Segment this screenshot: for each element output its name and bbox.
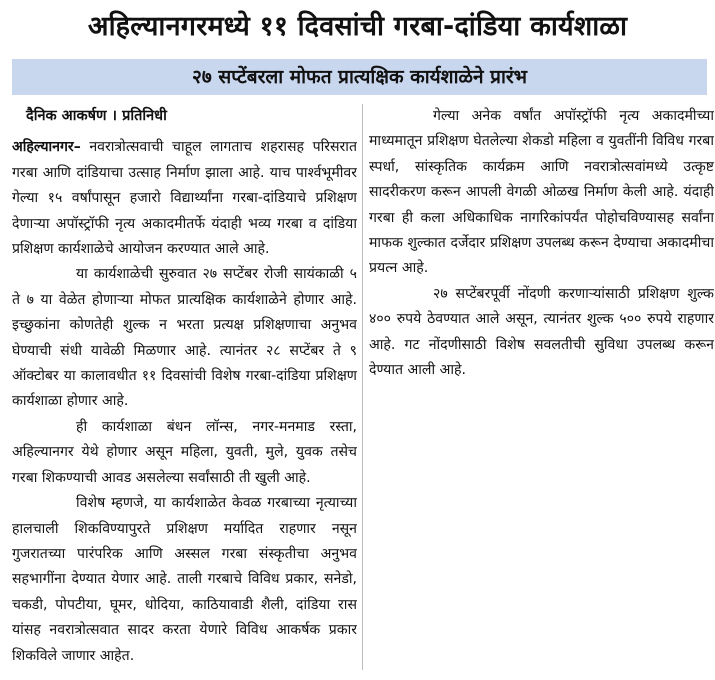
paragraph-intro [12,135,357,262]
headline: अहिल्यानगरमध्ये ११ दिवसांची गरबा-दांडिया कार्यशाळा [87,11,628,42]
column-left [12,104,357,674]
paragraph-styles: विशेष म्हणजे, या कार्यशाळेत केवळ गरबाच्या नृत्याच्या हालचाली शिकविण्यापुरते प्रशिक्षण मर्यादित राहणार नसून गुजरातच्या पारंपरिक आणि अस्सल गरबा संस्कृतीचा अनुभव सहभागींना देण्यात येणार आहे. ताली गरबाचे विविध प्रकार, सनेडो, चकडी, पोपटीया, घूमर, धोदिया, काठियावाडी शैली, दांडिया रास यांसह नवरात्रोत्सवात सादर करता येणारे विविध आकर्षक प्रकार शिकविले जाणार आहेत. [12,495,357,664]
column-right [369,104,714,674]
dateline: अहिल्यानगर– [12,139,81,156]
paragraph-1-text: नवरात्रोत्सवाची चाहूल लागताच शहरासह परिसरात गरबा आणि दांडियाचा उत्साह निर्माण झाला आहे. याच पार्श्वभूमीवर गेल्या १५ वर्षांपासून हजारो विद्यार्थ्यांना गरबा-दांडियाचे प्रशिक्षण देणाऱ्या अपॉस्ट्रॉफी नृत्य अकादमीतर्फे यंदाही भव्य गरबा व दांडिया प्रशिक्षण कार्यशाळेचे आयोजन करण्यात आले आहे. [12,139,357,258]
paragraph-achievements: गेल्या अनेक वर्षांत अपॉस्ट्रॉफी नृत्य अकादमीच्या माध्यमातून प्रशिक्षण घेतलेल्या शेकडो महिला व युवतींनी विविध गरबा स्पर्धा, सांस्कृतिक कार्यक्रम आणि नवरात्रोत्सवांमध्ये उत्कृष्ट सादरीकरण करून आपली वेगळी ओळख निर्माण केली आहे. यंदाही गरबा ही कला अधिकाधिक नागरिकांपर्यंत पोहोचविण्यासह सर्वांना माफक शुल्कात दर्जेदार प्रशिक्षण उपलब्ध करून देण्याचा अकादमीचा प्रयत्न आहे. [369,108,714,277]
subheadline-banner: २७ सप्टेंबरला मोफत प्रात्यक्षिक कार्यशाळेने प्रारंभ [12,59,707,95]
paragraph-schedule: या कार्यशाळेची सुरुवात २७ सप्टेंबर रोजी सायंकाळी ५ ते ७ या वेळेत होणाऱ्या मोफत प्रात्यक्षिक कार्यशाळेने होणार आहे. इच्छुकांना कोणतेही शुल्क न भरता प्रत्यक्ष प्रशिक्षणाचा अनुभव घेण्याची संधी यावेळी मिळणार आहे. त्यानंतर २८ सप्टेंबर ते ९ ऑक्टोबर या कालावधीत ११ दिवसांची विशेष गरबा-दांडिया प्रशिक्षण कार्यशाळा होणार आहे. [12,266,357,410]
byline: दैनिक आकर्षण । प्रतिनिधी [26,108,167,124]
paragraph-venue: ही कार्यशाळा बंधन लॉन्स, नगर-मनमाड रस्ता, अहिल्यानगर येथे होणार असून महिला, युवती, मुले, युवक तसेच गरबा शिकण्याची आवड असलेल्या सर्वांसाठी ती खुली आहे. [12,418,357,486]
paragraph-fees: २७ सप्टेंबरपूर्वी नोंदणी करणाऱ्यांसाठी प्रशिक्षण शुल्क ४०० रुपये ठेवण्यात आले असून, त्यानंतर शुल्क ५०० रुपये राहणार आहे. गट नोंदणीसाठी विशेष सवलतीची सुविधा उपलब्ध करून देण्यात आली आहे. [369,285,714,379]
column-divider [362,104,363,670]
